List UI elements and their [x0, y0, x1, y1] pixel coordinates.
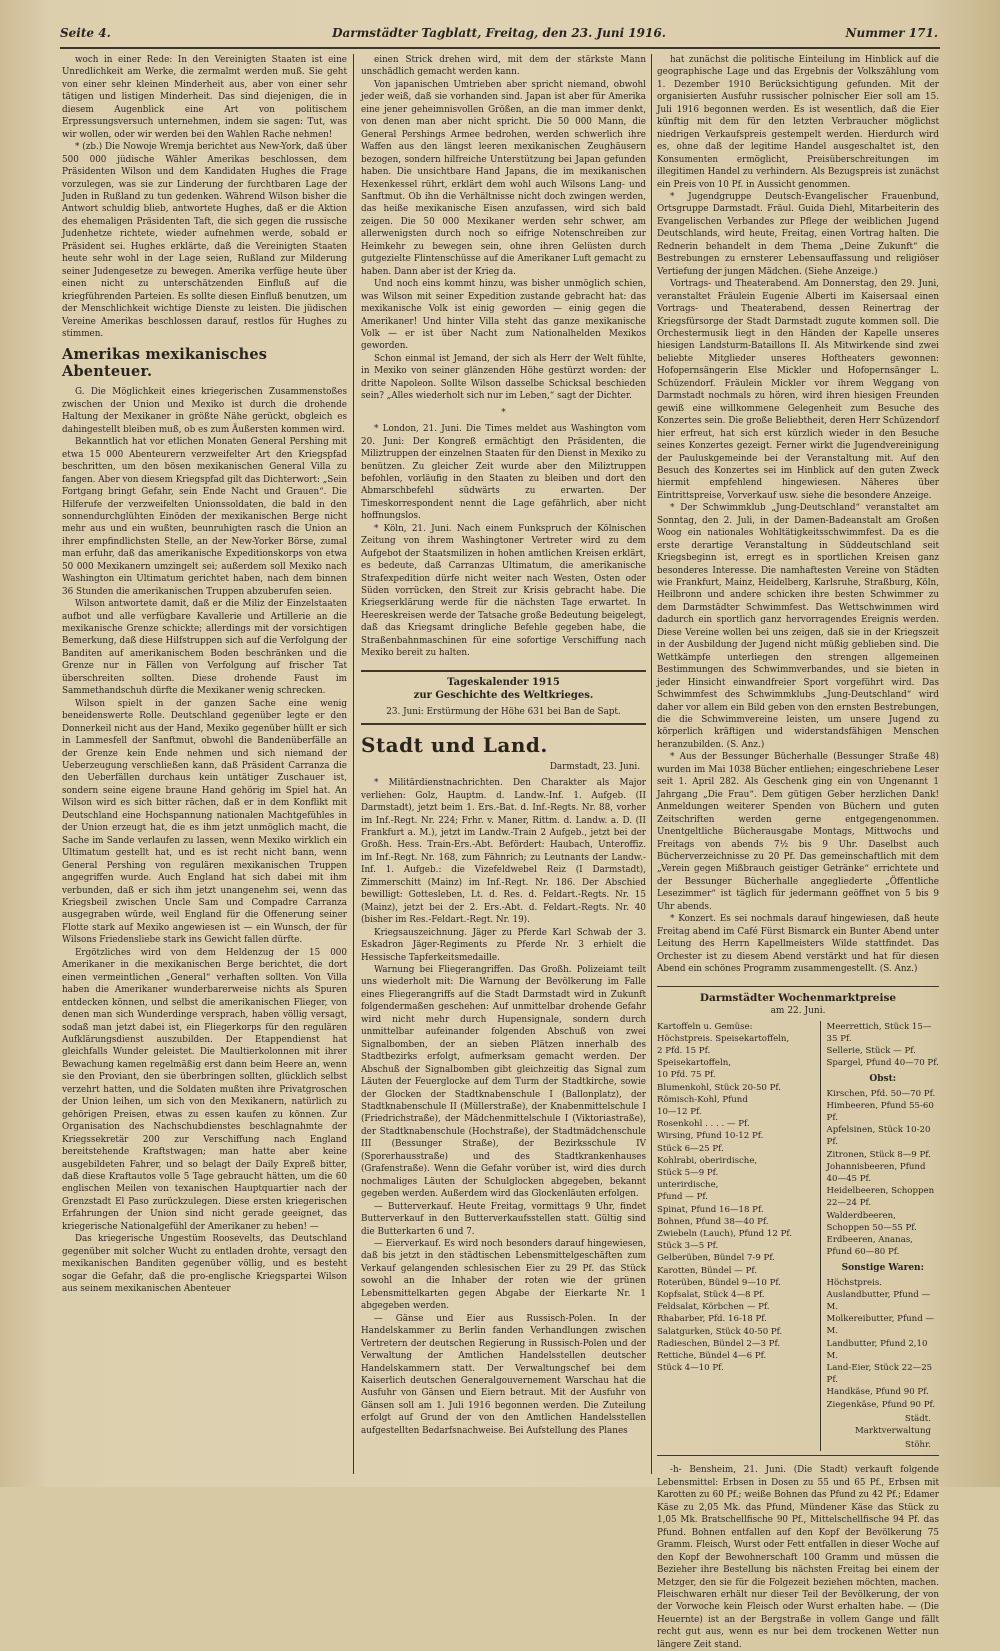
price-line: Stück 4—10 Pf. [657, 1363, 724, 1374]
price-line: Blumenkohl, Stück 20-50 Pf. [657, 1082, 782, 1093]
price-line: Sellerie, Stück — Pf. [826, 1045, 916, 1056]
price-line: 10—12 Pf. [657, 1106, 702, 1117]
war-calendar-entry: 23. Juni: Erstürmung der Höhe 631 bei Ban de Sapt. [386, 706, 621, 717]
masthead-rule [60, 47, 940, 49]
issue-number: Nummer 171. [845, 26, 938, 40]
price-line: Johannisbeeren, Pfund 40—45 Pf. [826, 1161, 926, 1184]
price-line: Gelberüben, Bündel 7-9 Pf. [657, 1253, 775, 1264]
market-prices-title: Darmstädter Wochenmarktpreise [699, 991, 897, 1004]
article-paragraph: Bekanntlich hat vor etlichen Monaten General Pershing mit etwa 15 000 Abenteurern verzweifelter Art den Kriegspfad beschritten, um den bösen mexikanischen General Villa zu fangen. Aber von diesem Kriegspfad gilt das Dichterwort: „Sein Fortgang bringt Gefahr, sein Ende Nacht und Grauen“. Die Hilferufe der verzweifelten Unionssoldaten, die bald in den sonnendurchglühten Einöden der mexikanischen Berge nicht mehr aus und ein wußten, beunruhigten rasch die Union an ihrer empfindlichsten Stelle, an der New-Yorker Börse, zumal man erfuhr, daß das amerikanische Expeditionskorps von etwa 50 000 Mexikanern umzingelt sei; außerdem soll Mexiko nach Washington ein Ultimatum gerichtet haben, nach dem binnen 36 Stunden die amerikanischen Truppen abzuberufen seien. [62, 437, 347, 597]
price-line: Höchstpreis. Speisekartoffeln, [657, 1033, 790, 1044]
price-line: Heidelbeeren, Schoppen 22—24 Pf. [826, 1186, 935, 1209]
market-prices-columns [657, 1021, 939, 1452]
price-line: Rettiche, Bündel 4—6 Pf. [657, 1351, 767, 1362]
market-prices-left [657, 1021, 821, 1452]
price-line: Speisekartoffeln, [657, 1058, 731, 1069]
price-line: Kopfsalat, Stück 4—8 Pf. [657, 1290, 765, 1300]
war-calendar-subtitle: zur Geschichte des Weltkrieges. [413, 689, 594, 701]
price-line: Landbutter, Pfund 2,10 M. [826, 1338, 928, 1361]
news-item: Kriegsauszeichnung. Jäger zu Pferde Karl Schwab der 3. Eskadron Jäger-Regiments zu Pferde Nr. 3 erhielt die Hessische Tapferkeitsmedaille. [361, 927, 646, 963]
news-item: Vortrags- und Theaterabend. Am Donnerstag, den 29. Juni, veranstaltet Fräulein Eugenie Alberti im Kaisersaal einen Vortrags- und Theaterabend, dessen Reinertrag der Kriegsfürsorge der Stadt Darmstadt zugute kommen soll. Die Orchestermusik liegt in den Händen der Kapelle unseres hiesigen Landsturm-Bataillons II. Als Mitwirkende sind zwei beliebte Mitglieder unseres Hoftheaters gewonnen: Hofopernsängerin Else Mickler und Hofopernsänger L. Schüzendorf. Fräulein Mickler vor ihrem Weggang von Darmstadt nochmals zu hören, wird ihren hiesigen Freunden gewiß eine willkommene Gelegenheit zum Besuche des Konzertes sein. Die große Beliebtheit, deren Herr Schüzendorf hier erfreut, hat sich erst kürzlich wieder in den Besuche seines Konzertes gezeigt. Ferner wirkt die Jugendvereinigung der Pauluskgemeinde bei der Veranstaltung mit. Auf den Besuch des Konzertes sei im Hinblick auf den guten Zweck hiermit empfehlend hingewiesen. Näheres über Eintrittspreise, Vorverkauf usw. siehe die besondere Anzeige. [657, 279, 939, 501]
article-paragraph: G. Die Möglichkeit eines kriegerischen Zusammenstoßes zwischen der Union und Mexiko ist durch die drohende Haltung der Mexikaner in größte Nähe gerückt, obgleich es dahingestellt bleiben muß, ob es zum Äußersten kommen wird. [62, 387, 347, 435]
masthead [60, 26, 938, 46]
price-line: Wirsing, Pfund 10-12 Pf. [657, 1131, 764, 1142]
news-item: * Militärdienstnachrichten. Den Charakter als Major verliehen: Golz, Hauptm. d. Landw.-Inf. 1. Aufgeb. (II Darmstadt), jetzt beim 1. Ers.-Bat. d. Inf.-Regts. Nr. 88, vorher im Inf.-Regt. Nr. 224; Frhr. v. Maner, Rittm. d. Landw. a. D. (II Frankfurt a. M.), jetzt im Landw.-Train 2 Aufgeb., jetzt bei der Großh. Hess. Train-Ers.-Abt. Befördert: Haubach, Unteroffiz. im Inf.-Regt. Nr. 168, zum Fähnrich; zu Leutnants der Landw.-Inf. 1. Aufgeb.: die Vizefeldwebel Reiz (I Darmstadt), Zimmerschitt (Mainz) im Inf.-Regt. Nr. 186. Der Abschied bewilligt: Gottesleben, Lt. d. Res. d. Feldart.-Regts. Nr. 15 (Mainz), jetzt bei der 2. Ers.-Abt. d. Feldart.-Regts. Nr. 40 (bisher im Res.-Feldart.-Regt. Nr. 19). [361, 778, 646, 926]
news-item: * Aus der Bessunger Bücherhalle (Bessunger Straße 48) wurden im Mai 1038 Bücher entliehen; eingeschriebene Leser seit 1. April 282. Als Geschenk ging ein von Ungenannt 1 Jahrgang „Die Frau“. Dem gütigen Geber herzlichen Dank! Anmeldungen weiterer Spenden von Büchern und guten Zeitschriften werden gerne entgegengenommen. Unentgeltliche Bücherausgabe Montags, Mittwochs und Freitags von abends 7½ bis 9 Uhr. Daselbst auch Bücherverzeichnisse zu 20 Pf. Das gemeinschaftlich mit dem „Verein gegen Mißbrauch geistiger Getränke“ errichtete und der Bessunger Bücherhalle angegliederte „Öffentliche Lesezimmer“ ist täglich für jedermann geöffnet von 5 bis 9 Uhr abends. [657, 752, 939, 912]
price-line: Molkereibutter, Pfund — M. [826, 1314, 935, 1337]
price-line: Höchstpreis. Auslandbutter, Pfund — M. [826, 1277, 931, 1312]
price-line: Kartoffeln u. Gemüse: [657, 1021, 753, 1032]
section-headline-stadt: Stadt und Land. [361, 732, 548, 757]
war-calendar-title: Tageskalender 1915 [447, 676, 560, 688]
news-item: hat zunächst die politische Einteilung im Hinblick auf die geographische Lage und das Ergebnis der Volkszählung vom 1. Dezember 1910 Berücksichtigung gefunden. Mit der organisierten Ausfuhr russischer polnischer Eier soll am 15. Juli 1916 begonnen werden. Es ist wesentlich, daß die Eier künftig mit dem für den letzten Verbraucher möglichst niedrigen Verkaufspreis gestempelt werden. Hierdurch wird es, ohne daß der legitime Handel ausgeschaltet ist, den Konsumenten ermöglicht, Preisüberschreitungen im illegitimen Handel zu verhindern. Als Bezugspreis ist zunächst ein Preis von 10 Pf. in Aussicht genommen. [657, 55, 939, 190]
column-2 [361, 54, 646, 1474]
market-prices-box [657, 986, 939, 1457]
price-line: Land-Eier, Stück 22—25 Pf. [826, 1363, 933, 1386]
price-line: Roterüben, Bündel 9—10 Pf. [657, 1277, 781, 1288]
price-line: Zitronen, Stück 8—9 Pf. [826, 1149, 931, 1160]
news-item: — Gänse und Eier aus Russisch-Polen. In der Handelskammer zu Berlin fanden Verhandlungen zwischen Vertretern der deutschen Regierung in Russisch-Polen und der Verwaltung der Amtlichen Handelsstellen deutscher Handelskammern statt. Der Verwaltungschef bei dem Kaiserlich deutschen Generalgouvernement Warschau hat die Ausfuhr von Gänsen und Eiern betraut. Mit der Ausfuhr von Gänsen soll am 1. Juli 1916 begonnen werden. Die Zuteilung erfolgt auf Grund der von den Amtlichen Handelsstellen aufgestellten Bedarfsnachweise. Bei Aufstellung des Planes [361, 1313, 646, 1436]
article-paragraph: Ergötzliches wird von dem Heldenzug der 15 000 Amerikaner in die mexikanischen Berge berichtet, die dort einen vermeintlichen „General“ verhaften sollten. Von Villa haben die Amerikaner wunderbarerweise nichts als Spuren entdecken können, und selbst die amerikanischen Flieger, von denen man sich Wunderdinge versprach, haben völlig versagt, sodaß man jetzt dabei ist, ein Fliegerkorps für den regulären Aufklärungsdienst auszubilden. Der Etappendienst hat gleichfalls Wunder geleistet. Die Maultierkolonnen mit ihrer Bewachung kamen regelmäßig erst dann beim Heere an, wenn sie den Proviant, den sie überbringen sollten, glücklich selbst verzehrt hatten, und die Soldaten mußten ihre Privatgroschen der Union leihen, um sich von den Mexikanern, natürlich zu gehörigen Preisen, etwas zu essen kaufen zu können. Zur Organisation des Nachschubdienstes beschlagnahmte der Kriegssekretär 200 zur Verschiffung nach England bereitstehende Kraftstwagen; man hatte aber keine ausgebildeten Fahrer, und so belagt der Daily Expreß bitter, daß diese Kraftautos volle 5 Tage gebraucht hätten, um die 60 englischen Meilen von texanischen Hauptquartier nach der Grenzstadt El Paso zurückzulegen. Diese ersten kriegerischen Erfahrungen der Union sind nicht gerade geeignet, das kriegerische Nationalgefühl der Amerikaner zu heben! — [62, 947, 347, 1232]
price-line: Karotten, Bündel — Pf. [657, 1265, 757, 1276]
page-label: Seite 4. [60, 26, 111, 40]
price-line: Stück 3—5 Pf. [657, 1241, 719, 1252]
price-line: Radieschen, Bündel 2—3 Pf. [657, 1338, 781, 1349]
price-line: Rhabarber, Pfd. 16-18 Pf. [657, 1314, 767, 1325]
news-item: * Der Schwimmklub „Jung-Deutschland“ veranstaltet am Sonntag, den 2. Juli, in der Damen-Badeanstalt am Großen Woog ein nationales Wohltätigkeitsschwimmfest. Da es die erste derartige Veranstaltung in Süddeutschland seit Kriegsbeginn ist, erregt es in sportlichen Kreisen ganz besonderes Interesse. Die namhaftesten Vereine von Städten wie Frankfurt, Mainz, Heidelberg, Karlsruhe, Straßburg, Köln, Heilbronn und andere schicken ihre besten Schwimmer zu dem Darmstädter Schwimmfest. Das Wettschwimmen wird dadurch ein sportlich ganz hervorragendes Ereignis werden. Diese Vereine wollen bei uns zeigen, daß sie in der Kriegszeit in der Ausbildung der Jugend nicht müßig geblieben sind. Die Wettkämpfe unterliegen den strengen allgemeinen Bestimmungen des Schwimmverbandes, und sie bieten in jeder Hinsicht einwandfreier Sport vorgeführt wird. Das Schwimmfest des Schwimmklubs „Jung-Deutschland“ wird daher vor allem ein Bild geben von den ernsten Bestrebungen, die die Schwimmvereine leisten, um unsere Jugend zu körperlich kräftigen und widerstandsfähigen Menschen heranzubilden. (S. Anz.) [657, 503, 939, 750]
price-line: unterirdische, [657, 1180, 719, 1191]
market-subheading-sonstige: Sonstige Waren: [841, 1263, 924, 1274]
price-line: Römisch-Kohl, Pfund [657, 1094, 748, 1105]
war-calendar-box [361, 670, 646, 725]
article-paragraph: Schon einmal ist Jemand, der sich als Herr der Welt fühlte, in Mexiko von seiner glänzenden Höhe gestürzt worden: der dritte Napoleon. Sollte Wilson dasselbe Schicksal beschieden sein? „Alles wiederholt sich nur im Leben,“ sagt der Dichter. [361, 353, 646, 402]
market-prices-date: am 22. Juni. [770, 1005, 826, 1016]
price-line: Salatgurken, Stück 40-50 Pf. [657, 1326, 783, 1337]
market-prices-right [821, 1021, 939, 1452]
news-item: Warnung bei Fliegerangriffen. Das Großh. Polizeiamt teilt uns wiederholt mit: Die Warnung der Bevölkerung im Falle eines Fliegerangriffs auf die Stadt Darmstadt wird in Zukunft folgendermaßen geschehen: Auf unmittelbar drohende Gefahr wird nicht mehr durch Hupensignale, sondern durch unmittelbar aufeinander folgenden Abschuß von zwei Signalbomben, der an sieben Plätzen innerhalb des Stadtbezirks erfolgt, aufmerksam gemacht werden. Der Abschuß der Signalbomben gibt gleichzeitig das Signal zum Läuten der Feuerglocke auf dem Turm der Stadtkirche, sowie der Glocken der Stadtknabenschule I (Ballonplatz), der Stadtknabenschule II (Müllerstraße), der Knabenmittelschule I (Friedrichstraße), der Mädchenmittelschule I (Viktoriastraße), der Stadtknabenschule (Hochstraße), der Stadtmädchenschule III (Bessunger Straße), der Bezirksschule IV (Sporerhausstraße) und des Stadtkrankenhauses (Grafenstraße). Wenn die Gefahr vorüber ist, wird dies durch nochmaliges Läuten der Schulglocken abgegeben, bekannt gegeben werden. Außerdem wird das Glockenläuten erfolgen. [361, 965, 646, 1200]
section-separator-star: * [501, 407, 506, 418]
article-paragraph: * (zb.) Die Nowoje Wremja berichtet aus New-York, daß über 500 000 jüdische Wähler Amerikas beschlossen, dem Präsidenten Wilson und dem Kandidaten Hughes die Frage vorzulegen, was sie zur Linderung der furchtbaren Lage der Juden in Rußland zu tun gedenken. Während Wilson bisher die Antwort schuldig blieb, antwortete Hughes, daß er die Aktion des ehemaligen Präsidenten Taft, die sich gegen die russische Judenhetze richtete, wieder aufnehmen werde, sobald er Präsident sei. Hughes erklärte, daß die Vereinigten Staaten heute sehr wohl in der Lage seien, Rußland zur Milderung seiner Judengesetze zu bewegen. Amerika verfüge heute über einen nicht zu unterschätzenden Einfluß auf die kriegführenden Parteien. Es sollte diesen Einfluß benutzen, um der Menschlichkeit wichtige Dienste zu leisten. Die jüdischen Vereine Amerikas beschlossen darauf, restlos für Hughes zu stimmen. [62, 142, 347, 339]
price-line: Zwiebeln (Lauch), Pfund 12 Pf. [657, 1228, 792, 1239]
price-line: Handkäse, Pfund 90 Pf. [826, 1387, 929, 1398]
column-1 [62, 54, 347, 1474]
news-item: — Butterverkauf. Heute Freitag, vormittags 9 Uhr, findet Butterverkauf in den Butterverkaufsstellen statt. Gültig sind die Butterkarten 6 und 7. [361, 1201, 646, 1237]
column-rule-2 [651, 54, 652, 1474]
price-line: Pfund — Pf. [657, 1192, 708, 1203]
article-paragraph: einen Strick drehen wird, mit dem der stärkste Mann unschädlich gemacht werden kann. [361, 55, 646, 78]
news-item: * Konzert. Es sei nochmals darauf hingewiesen, daß heute Freitag abend im Café Fürst Bismarck ein Bunter Abend unter Leitung des Herrn Kapellmeisters Wilde stattfindet. Das Orchester ist zu diesem Abend verstärkt und hat für diesen Abend ein schönes Programm zusammengestellt. (S. Anz.) [657, 914, 939, 975]
price-line: Meerrettich, Stück 15—35 Pf. [826, 1021, 932, 1044]
price-line: Rosenkohl . . . . — Pf. [657, 1119, 750, 1130]
price-line: Ziegenkäse, Pfund 90 Pf. [826, 1399, 936, 1410]
price-line: Spargel, Pfund 40—70 Pf. [826, 1058, 939, 1069]
dateline: Darmstadt, 23. Juni. [549, 761, 640, 772]
market-subheading-obst: Obst: [869, 1074, 897, 1085]
article-headline: Amerikas mexikanisches Abenteuer. [62, 346, 268, 381]
market-signature: Städt. Marktverwaltung [854, 1413, 931, 1437]
price-line: Himbeeren, Pfund 55-60 Pf. [826, 1100, 934, 1123]
price-line: Kirschen, Pfd. 50—70 Pf. [826, 1088, 936, 1099]
newspaper-title: Darmstädter Tagblatt, Freitag, den 23. Juni 1916. [332, 26, 666, 40]
price-line: Stück 6—25 Pf. [657, 1143, 724, 1154]
news-item: -h- Bensheim, 21. Juni. (Die Stadt) verkauft folgende Lebensmittel: Erbsen in Dosen zu 55 und 65 Pf., Erbsen mit Karotten zu 60 Pf.; weiße Bohnen das Pfund zu 42 Pf.; Edamer Käse zu 2,05 Mk. das Pfund, Mündener Käse das Stück zu 1,05 Mk. Bratschellfische 90 Pf., Mittelschellfische 94 Pf. das Pfund. Bohnen entfallen auf den Kopf der Bevölkerung 75 Gramm. Fleisch, Wurst oder Fett entfallen in dieser Woche auf den Kopf der Bewohnerschaft 100 Gramm und müssen die Bezieher ihre Bestellung bis nächsten Freitag bei einem der Metzger, den sie für die Folgezeit beziehen möchten, machen. Fleischwaren erhält nur dieser Teil der Bevölkerung, der von der Vorwoche kein Fleisch oder Wurst erhalten habe. — (Die Heuernte) ist an der Bergstraße in vollem Gange und fällt recht gut aus, wenn es nur bei dem trockenen Wetter nun längere Zeit stand. [657, 1465, 939, 1650]
price-line: Spinat, Pfund 16—18 Pf. [657, 1204, 764, 1215]
news-item: — Eierverkauf. Es wird noch besonders darauf hingewiesen, daß bis jetzt in den städtischen Lebensmittelgeschäften zum Verkauf gelangenden schlesischen Eier zu 29 Pf. das Stück sowohl an die Inhaber der roten wie der grünen Lebensmittelkarten gegen Abgabe der Eierkarte Nr. 1 abgegeben werden. [361, 1238, 646, 1312]
price-line: Walderdbeeren, Schoppen 50—55 Pf. [826, 1210, 917, 1233]
news-item: * Köln, 21. Juni. Nach einem Funkspruch der Kölnischen Zeitung von ihrem Washingtoner Vertreter wird zu dem Aufgebot der Staatsmilizen in hohen amtlichen Kreisen erklärt, es bedeute, daß Carranzas Ultimatum, die amerikanische Strafexpedition dürfe nicht weiter nach Westen, Osten oder Süden vorrücken, den Streit zur Krisis gebracht habe. Die Kriegserklärung werde für die nächsten Tage erwartet. In Heereskreisen werde der Tatsache große Bedeutung beigelegt, daß das Kriegsamt dringliche Befehle gegeben habe, die Straßenbahnmaschinen für eine sofortige Verschiffung nach Mexiko bereit zu halten. [361, 523, 646, 659]
price-line: 2 Pfd. 15 Pf. [657, 1045, 711, 1056]
news-item: * London, 21. Juni. Die Times meldet aus Washington vom 20. Juni: Der Kongreß ermächtigt den Präsidenten, die Miliztruppen der einzelnen Staaten für den Dienst in Mexiko zu benützen. Zu gleicher Zeit wurde aber den Miliztruppen befohlen, vorläufig in den Staaten zu bleiben und dort den Abmarschbefehl südwärts zu erwarten. Der Timeskorrespondent nennt die Lage gefährlich, aber nicht hoffnungslos. [361, 424, 646, 522]
news-item: * Jugendgruppe Deutsch-Evangelischer Frauenbund, Ortsgruppe Darmstadt. Fräul. Guida Diehl, Mitarbeiterin des Evangelischen Verbandes zur Pflege der weiblichen Jugend Deutschlands, wird heute, Freitag, einen Vortrag halten. Die Rednerin behandelt in dem Thema „Deine Zukunft“ die Bestrebungen zu ernsterer Lebensauffassung und religiöser Vertiefung der jungen Mädchen. (Siehe Anzeige.) [657, 191, 939, 277]
price-line: Bohnen, Pfund 38—40 Pf. [657, 1216, 769, 1227]
article-paragraph: Von japanischen Umtrieben aber spricht niemand, obwohl jeder weiß, daß sie vorhanden sind. Japan ist aber für Amerika eine jener geheimnisvollen Größen, an die man immer denkt, von denen man aber nicht spricht. Die 50 000 Mann, die General Pershings Armee bedrohen, werden schwerlich ihre Waffen aus den längst leeren mexikanischen Zeughäusern bezogen, sondern hilfreiche Unterstützung bei Japan gefunden haben. Die unsichtbare Hand Japans, die im mexikanischen Hexenkessel rührt, erklärt dem wohl auch Wilsons Lang- und Sanftmut. Ob ihn die Verhältnisse nicht doch zwingen werden, das heiße mexikanische Eisen anzufassen, wird sich bald zeigen. Die 50 000 Mexikaner werden sehr schwer, am allerwenigsten durch noch so eifrige Notenschreiben zur Heimkehr zu bewegen sein, ohne ihren Gelüsten durch gutgezielte Flintenschüsse auf die Amerikaner Luft gemacht zu haben. Dann aber ist der Krieg da. [361, 79, 646, 277]
article-paragraph: Das kriegerische Ungestüm Roosevelts, das Deutschland gegenüber mit solcher Wucht zu entladen drohte, versagt den mexikanischen Banditen gegenüber völlig, und es besteht sogar die Gefahr, daß die pro-englische Kriegspartei Wilson aus seinem mexikanischen Abenteuer [62, 1234, 347, 1295]
market-signature-name: Stöhr. [905, 1440, 931, 1451]
article-paragraph: Und noch eins kommt hinzu, was bisher unmöglich schien, was Wilson mit seiner Expedition zustande gebracht hat: das mexikanische Volk ist einig geworden — einig gegen die Amerikaner! Und hinter Villa steht das ganze mexikanische Volk — er ist über Nacht zum Nationalhelden Mexikos geworden. [361, 279, 646, 352]
price-line: Apfelsinen, Stück 10-20 Pf. [826, 1125, 931, 1148]
price-line: Erdbeeren, Ananas, Pfund 60—80 Pf. [826, 1234, 913, 1258]
price-line: Kohlrabi, oberirdische, [657, 1155, 758, 1166]
article-paragraph: woch in einer Rede: In den Vereinigten Staaten ist eine Unredlichkeit am Werke, die zermalmt werden muß. Sie geht von einer sehr kleinen Minderheit aus, aber von einer sehr tätigen und listigen Minderheit. Das sind diejenigen, die in diesem Augenblick eine Art von politischem Erpressungsversuch unternehmen, indem sie sagen: Tut, was wir wollen, oder wir werden bei den Wahlen Rache nehmen! [62, 55, 347, 140]
price-line: Feldsalat, Körbchen — Pf. [657, 1302, 770, 1313]
column-rule-1 [353, 54, 354, 1474]
column-3 [657, 54, 939, 1650]
article-paragraph: Wilson antwortete damit, daß er die Miliz der Einzelstaaten aufbot und alle verfügbare Kavallerie und Artillerie an die mexikanische Grenze schickte; allerdings mit der vorsichtigen Bemerkung, daß diese Hilfstruppen sich auf die Verfolgung der Banditen auf amerikanischem Boden beschränken und die Grenze nur in Fällen von Verfolgung auf frischer Tat überschreiten sollten. Diese drohende Faust im Sammethandschuh dürfte die Mexikaner wenig schrecken. [62, 599, 347, 697]
price-line: 10 Pfd. 75 Pf. [657, 1070, 716, 1081]
article-paragraph: Wilson spielt in der ganzen Sache eine wenig beneidenswerte Rolle. Deutschland gegenüber legte er den Donnerkeil nicht aus der Hand, Mexiko gegenüber hüllt er sich in Lammesfell der Sanftmut, obwohl die Bandenüberfälle an der Grenze kein Ende nehmen und sich niemand der Ueberzeugung verschließen kann, daß Präsident Carranza die den Ueberfällen durchaus kein untätiger Zuschauer ist, sondern seine eigene braune Hand gehörig im Spiel hat. An Wilson wird es sich bitter rächen, daß er in dem Konflikt mit Deutschland eine Hochspannung nationalen Machtgefühles in der Union erzeugt hat, die es ihm jetzt unmöglich macht, die Sache im Sande verlaufen zu lassen, wenn Mexiko wirklich ein Ultimatum gestellt hat, und es ist recht nicht bann, wenn General Pershing von regulären mexikanischen Truppen angegriffen wurde. Auch England hat sich dabei mit ihm verbunden, daß er sich ihm jetzt unangenehm sei, wenn das Kriegsbeil zwischen Uncle Sam und Compadre Carranza ausgegraben würde, weil England für die Offenerung seiner Flotte stark auf Mexiko angewiesen ist — ein Wunsch, der für Wilsons Friedensliebe stark ins Gewicht fallen dürfte. [62, 698, 347, 946]
price-line: Stück 5—9 Pf. [657, 1167, 719, 1178]
